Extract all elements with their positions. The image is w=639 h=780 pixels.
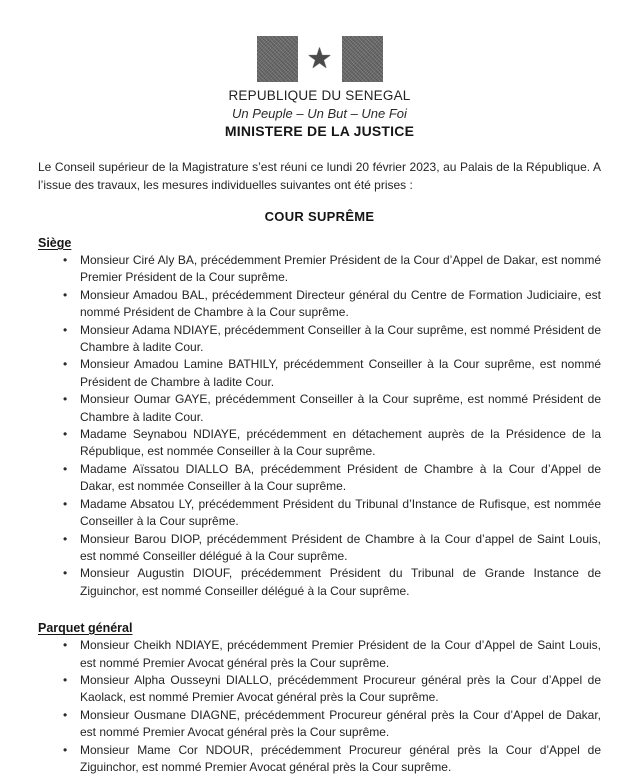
parquet-appointments-list [38, 637, 601, 776]
appointment-item: • Monsieur Alpha Ousseyni DIALLO, précédemment Procureur général près la Cour d’Appel de Kaolack, est nommé Premier Avocat général près la Cour suprême. [38, 672, 601, 707]
appointment-item: • Monsieur Augustin DIOUF, précédemment Président du Tribunal de Grande Instance de Ziguinchor, est nommé Conseiller délégué à la Cour suprême. [38, 565, 601, 600]
document-body [38, 158, 601, 776]
appointment-item: • Monsieur Oumar GAYE, précédemment Conseiller à la Cour suprême, est nommé Président de Chambre à ladite Cour. [38, 391, 601, 426]
section-siege [38, 235, 601, 600]
appointment-item: • Madame Seynabou NDIAYE, précédemment en détachement auprès de la Présidence de la République, est nommée Conseiller à la Cour suprême. [38, 426, 601, 461]
appointment-item: • Monsieur Ousmane DIAGNE, précédemment Procureur général près la Cour d’Appel de Dakar, est nommé Premier Avocat général près la Cour suprême. [38, 707, 601, 742]
document-title: COUR SUPRÊME [264, 209, 375, 224]
national-motto: Un Peuple – Un But – Une Foi [232, 106, 407, 121]
section-heading-parquet: Parquet général [38, 621, 133, 636]
star-icon: ★ [306, 43, 333, 75]
appointment-item: • Madame Aïssatou DIALLO BA, précédemment Président de Chambre à la Cour d’Appel de Dakar, est nommée Conseiller à la Cour suprême. [38, 461, 601, 496]
appointment-item: • Monsieur Barou DIOP, précédemment Président de Chambre à la Cour d’appel de Saint Louis, est nommé Conseiller délégué à la Cour suprême. [38, 531, 601, 566]
ministry-title: MINISTERE DE LA JUSTICE [224, 123, 415, 139]
siege-appointments-list [38, 252, 601, 600]
section-parquet [38, 620, 601, 776]
flag-right-band [342, 36, 383, 82]
flag-left-band [257, 36, 298, 82]
appointment-item: • Monsieur Amadou Lamine BATHILY, précédemment Conseiller à la Cour suprême, est nommé Président de Chambre à ladite Cour. [38, 356, 601, 391]
appointment-item: • Monsieur Amadou BAL, précédemment Directeur général du Centre de Formation Judiciaire, est nommé Président de Chambre à la Cour suprême. [38, 287, 601, 322]
appointment-item: • Monsieur Cheikh NDIAYE, précédemment Premier Président de la Cour d’Appel de Saint Louis, est nommé Premier Avocat général près la Cour suprême. [38, 637, 601, 672]
intro-paragraph: Le Conseil supérieur de la Magistrature s’est réuni ce lundi 20 février 2023, au Palais de la République. A l’issue des travaux, les mesures individuelles suivantes ont été prises : [38, 160, 601, 192]
appointment-item: • Monsieur Mame Cor NDOUR, précédemment Procureur général près la Cour d’Appel de Ziguinchor, est nommé Premier Avocat général près la Cour suprême. [38, 742, 601, 777]
appointment-item: • Madame Absatou LY, précédemment Président du Tribunal d’Instance de Rufisque, est nommée Conseiller à la Cour suprême. [38, 496, 601, 531]
senegal-flag [0, 36, 639, 82]
country-name: REPUBLIQUE DU SENEGAL [228, 88, 411, 103]
appointment-item: • Monsieur Adama NDIAYE, précédemment Conseiller à la Cour suprême, est nommé Président de Chambre à ladite Cour. [38, 322, 601, 357]
section-heading-siege: Siège [38, 236, 72, 250]
appointment-item: • Monsieur Ciré Aly BA, précédemment Premier Président de la Cour d’Appel de Dakar, est nommé Premier Président de la Cour suprême. [38, 252, 601, 287]
